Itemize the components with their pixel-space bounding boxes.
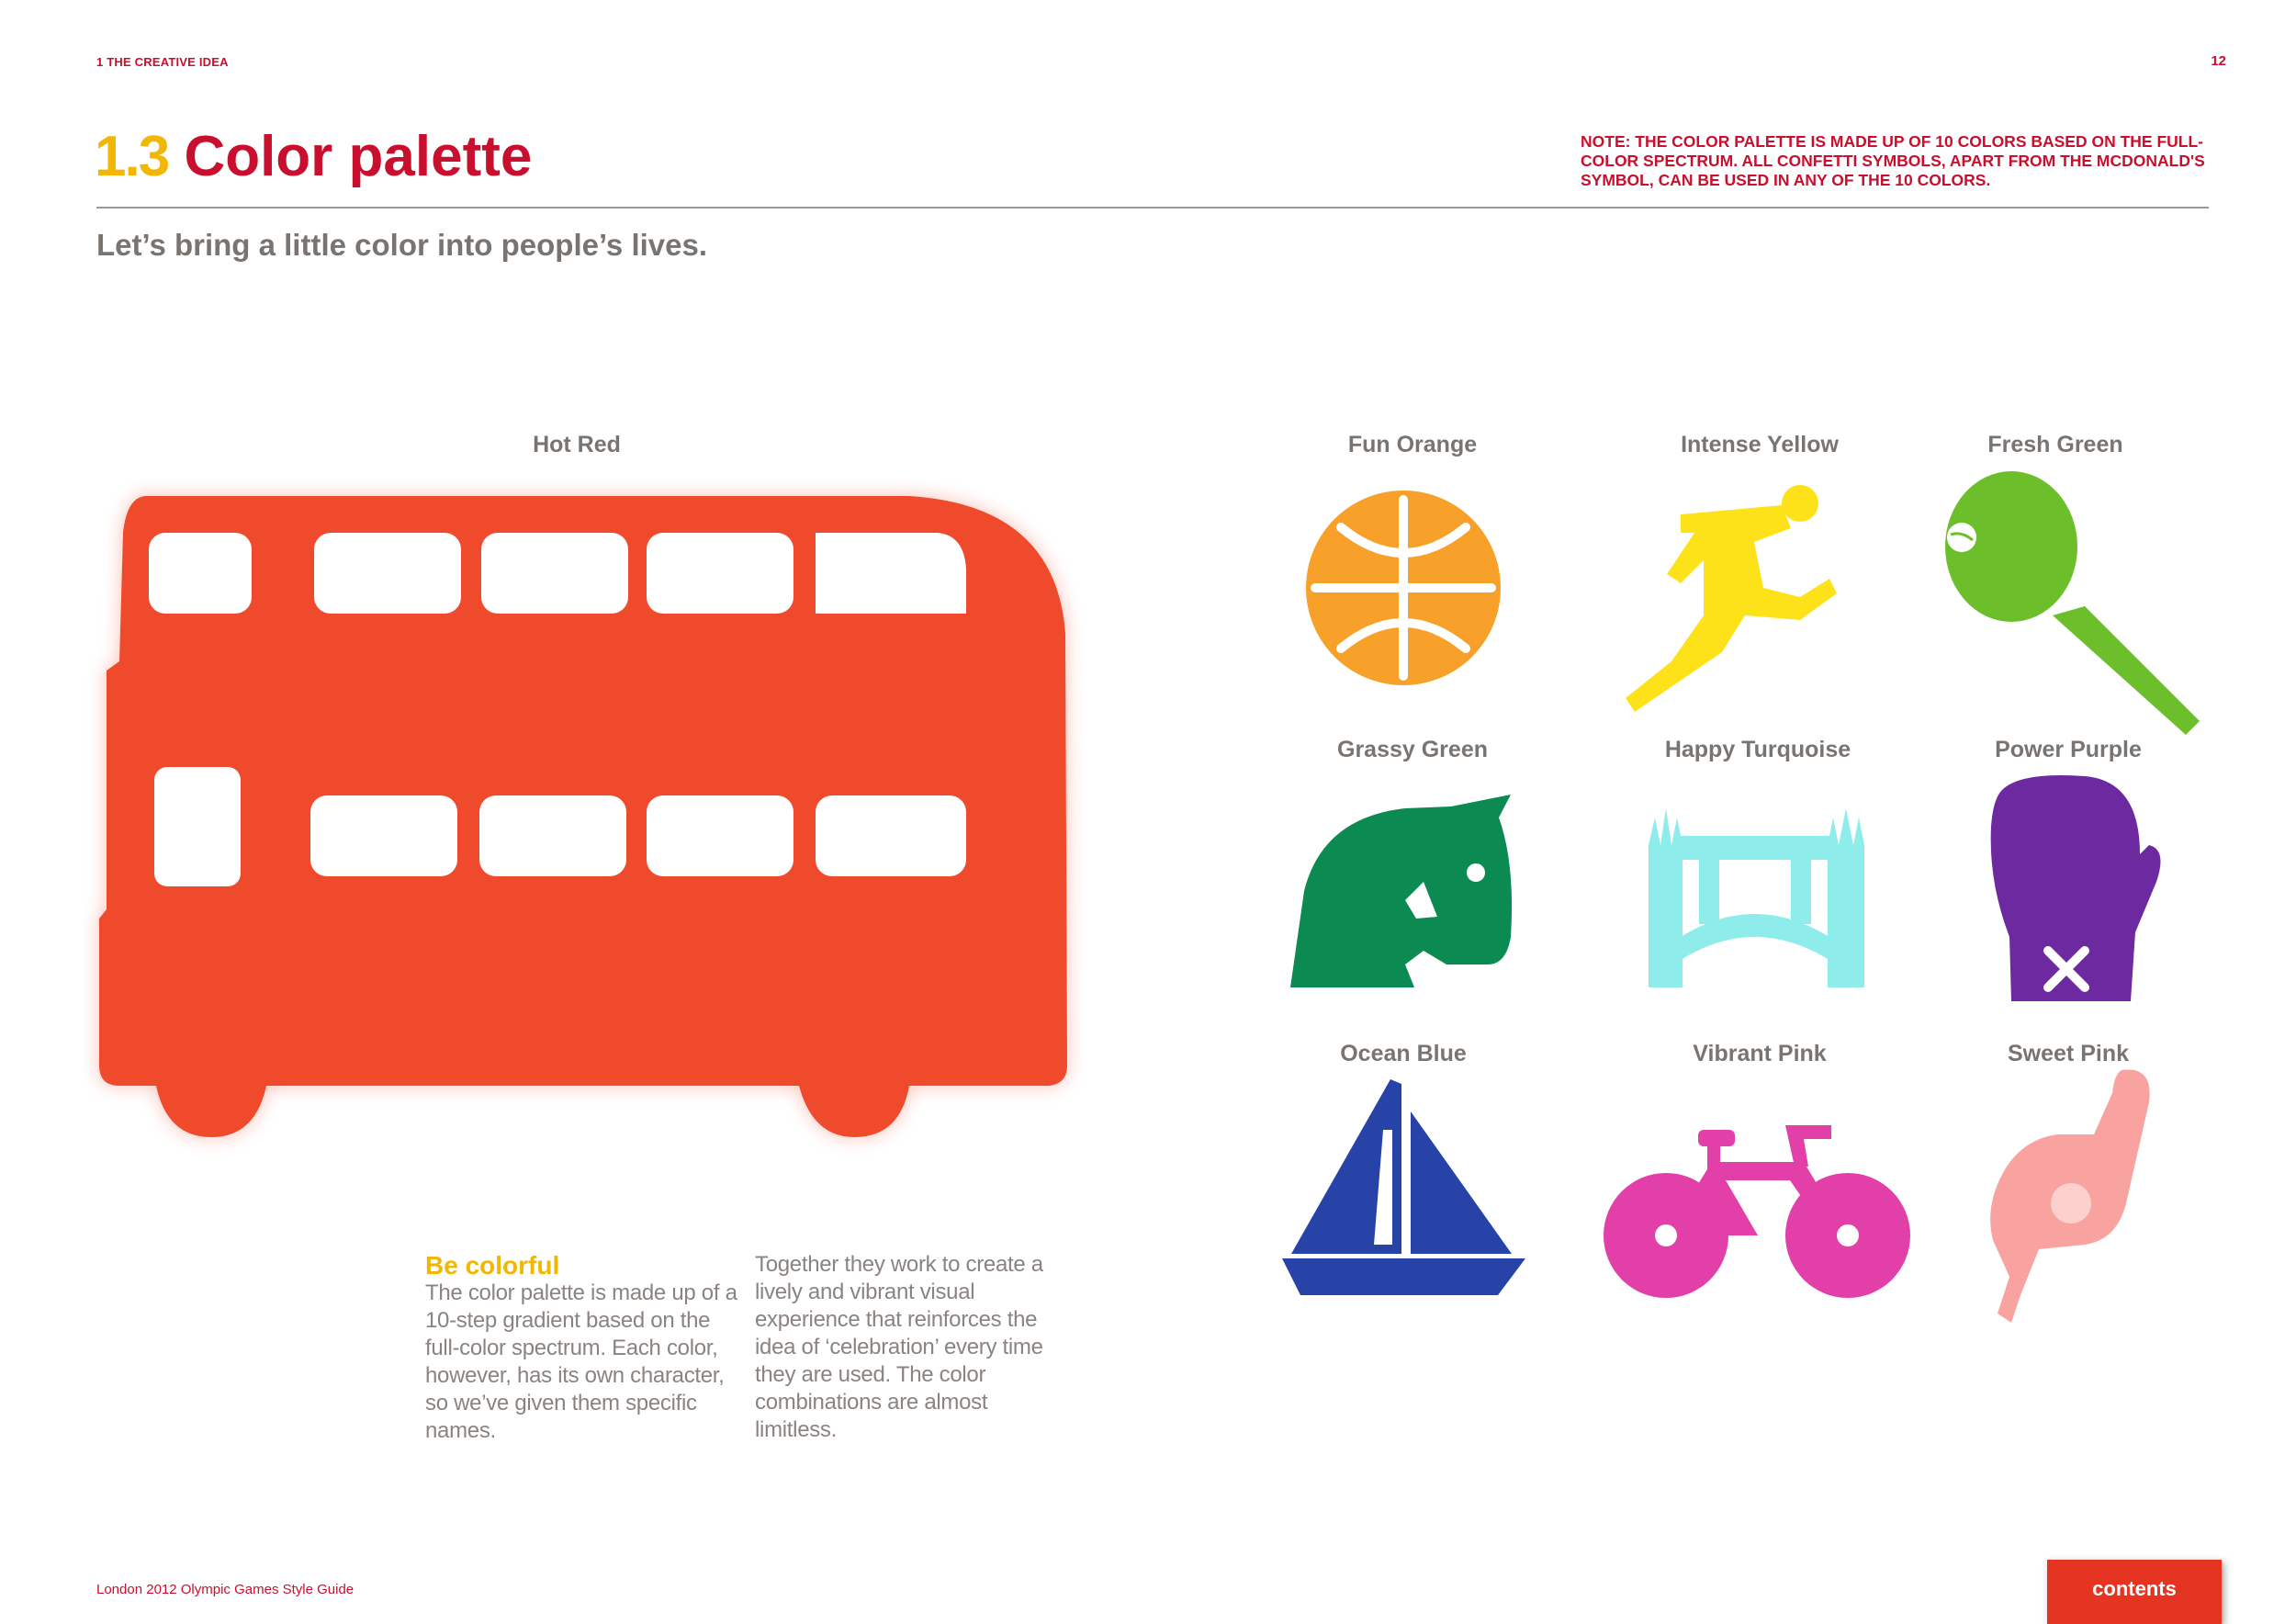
basketball-icon	[1302, 487, 1504, 689]
tower-bridge-icon	[1644, 781, 1883, 1001]
sprinter-icon	[1616, 478, 1855, 716]
gymnast-icon	[1965, 1066, 2167, 1323]
swatch-label-fun-orange: Fun Orange	[1347, 432, 1478, 457]
swatch-label-power-purple: Power Purple	[1995, 737, 2142, 762]
palette-note: NOTE: THE COLOR PALETTE IS MADE UP OF 10 COLORS BASED ON THE FULL-COLOR SPECTRUM. ALL CONFETTI SYMBOLS, APART FROM THE MCDONALD'S SYMBOL, CAN BE USED IN ANY OF THE 10 COLORS.	[1581, 132, 2205, 189]
swatch-label-fresh-green: Fresh Green	[1987, 432, 2123, 457]
boxing-glove-icon	[1984, 772, 2167, 1010]
title-text: Color palette	[184, 125, 533, 188]
page-title	[95, 125, 533, 188]
swatch-label-ocean-blue: Ocean Blue	[1340, 1041, 1467, 1066]
page-subtitle: Let’s bring a little color into people’s lives.	[96, 228, 708, 262]
double-decker-bus-icon	[83, 478, 1093, 1157]
swatch-label-intense-yellow: Intense Yellow	[1681, 432, 1839, 457]
body-heading: Be colorful	[425, 1251, 560, 1280]
swatch-label-vibrant-pink: Vibrant Pink	[1693, 1041, 1827, 1066]
sailboat-icon	[1282, 1075, 1530, 1304]
section-label: 1 THE CREATIVE IDEA	[96, 55, 229, 69]
swatch-label-sweet-pink: Sweet Pink	[2008, 1041, 2129, 1066]
swatch-label-hot-red: Hot Red	[533, 432, 621, 457]
body-text-column-2: Together they work to create a lively and vibrant visual experience that reinforces the idea of ‘celebration’ every time they are used. The color combinations are almost limitless.	[755, 1252, 1043, 1442]
title-number: 1.3	[95, 125, 169, 188]
swatch-label-happy-turquoise: Happy Turquoise	[1664, 737, 1851, 762]
swatch-label-grassy-green: Grassy Green	[1337, 737, 1488, 762]
bicycle-icon	[1602, 1116, 1914, 1300]
contents-button[interactable]: contents	[2047, 1560, 2222, 1624]
body-text-column-1: The color palette is made up of a 10-step gradient based on the full-color spectrum. Each color, however, has its own character, so we’ve given them specific names.	[425, 1280, 737, 1443]
page-number: 12	[2211, 53, 2226, 69]
header-divider	[96, 207, 2209, 209]
horse-head-icon	[1286, 790, 1525, 1001]
footer-title: London 2012 Olympic Games Style Guide	[96, 1582, 355, 1597]
tennis-racket-icon	[1929, 468, 2204, 744]
